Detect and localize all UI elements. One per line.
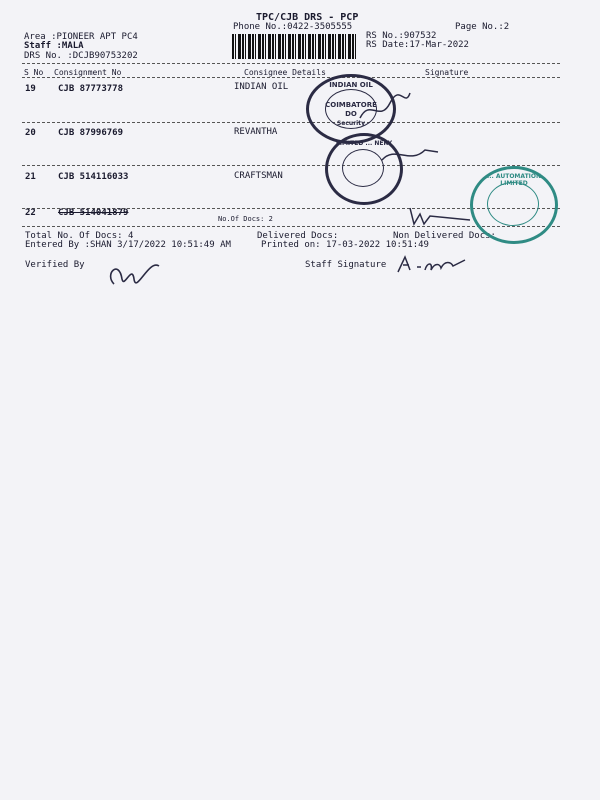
printed-on: Printed on: 17-03-2022 10:51:49 (261, 240, 429, 250)
row-sno: 22 (25, 208, 36, 218)
divider (22, 77, 560, 78)
automation-stamp: ... AUTOMATION LIMITED (470, 166, 558, 244)
row-consignee: CRAFTSMAN (234, 171, 283, 181)
row-divider (22, 122, 560, 123)
signature-row-20 (380, 140, 440, 170)
col-signature: Signature (425, 68, 469, 77)
total-docs: Total No. Of Docs: 4 (25, 231, 134, 241)
staff-signature (395, 252, 470, 277)
row-consignee: INDIAN OIL (234, 82, 289, 92)
staff-label: Staff :MALA (24, 41, 84, 51)
barcode (232, 34, 356, 59)
row-consignment: CJB 514116033 (58, 172, 129, 182)
signature-row-19 (355, 88, 415, 128)
row-consignment: CJB 87773778 (58, 84, 124, 94)
page-number: Page No.:2 (455, 22, 510, 32)
row-sno: 19 (25, 84, 36, 94)
no-of-docs: No.Of Docs: 2 (218, 215, 273, 223)
col-consignment: Consignment No (54, 68, 122, 77)
col-sno: S No (24, 68, 44, 77)
delivered-docs: Delivered Docs: (257, 231, 339, 241)
row-divider (22, 165, 560, 166)
drs-number: DRS No. :DCJB90753202 (24, 51, 138, 61)
non-delivered-docs: Non Delivered Docs: (393, 231, 496, 241)
document-title: TPC/CJB DRS - PCP (256, 12, 359, 23)
col-consignee: Consignee Details (244, 68, 326, 77)
area-label: Area :PIONEER APT PC4 (24, 32, 138, 42)
verified-signature (104, 254, 164, 294)
row-sno: 20 (25, 128, 36, 138)
row-consignee: REVANTHA (234, 127, 278, 137)
indian-oil-stamp: INDIAN OIL COIMBATORE DO Security (306, 74, 396, 144)
divider (22, 63, 560, 64)
rs-date: RS Date:17-Mar-2022 (366, 40, 469, 50)
entered-by: Entered By :SHAN 3/17/2022 10:51:49 AM (25, 240, 231, 250)
staff-signature-label: Staff Signature (305, 260, 387, 270)
company-stamp: LIMITED ... NERY (325, 133, 403, 205)
signature-row-21 (408, 206, 478, 230)
rs-number: RS No.:907532 (366, 31, 437, 41)
phone-number: Phone No.:0422-3505555 (233, 22, 353, 32)
row-sno: 21 (25, 172, 36, 182)
verified-by-label: Verified By (25, 260, 85, 270)
row-consignment: CJB 514041879 (58, 208, 129, 218)
row-consignment: CJB 87996769 (58, 128, 124, 138)
